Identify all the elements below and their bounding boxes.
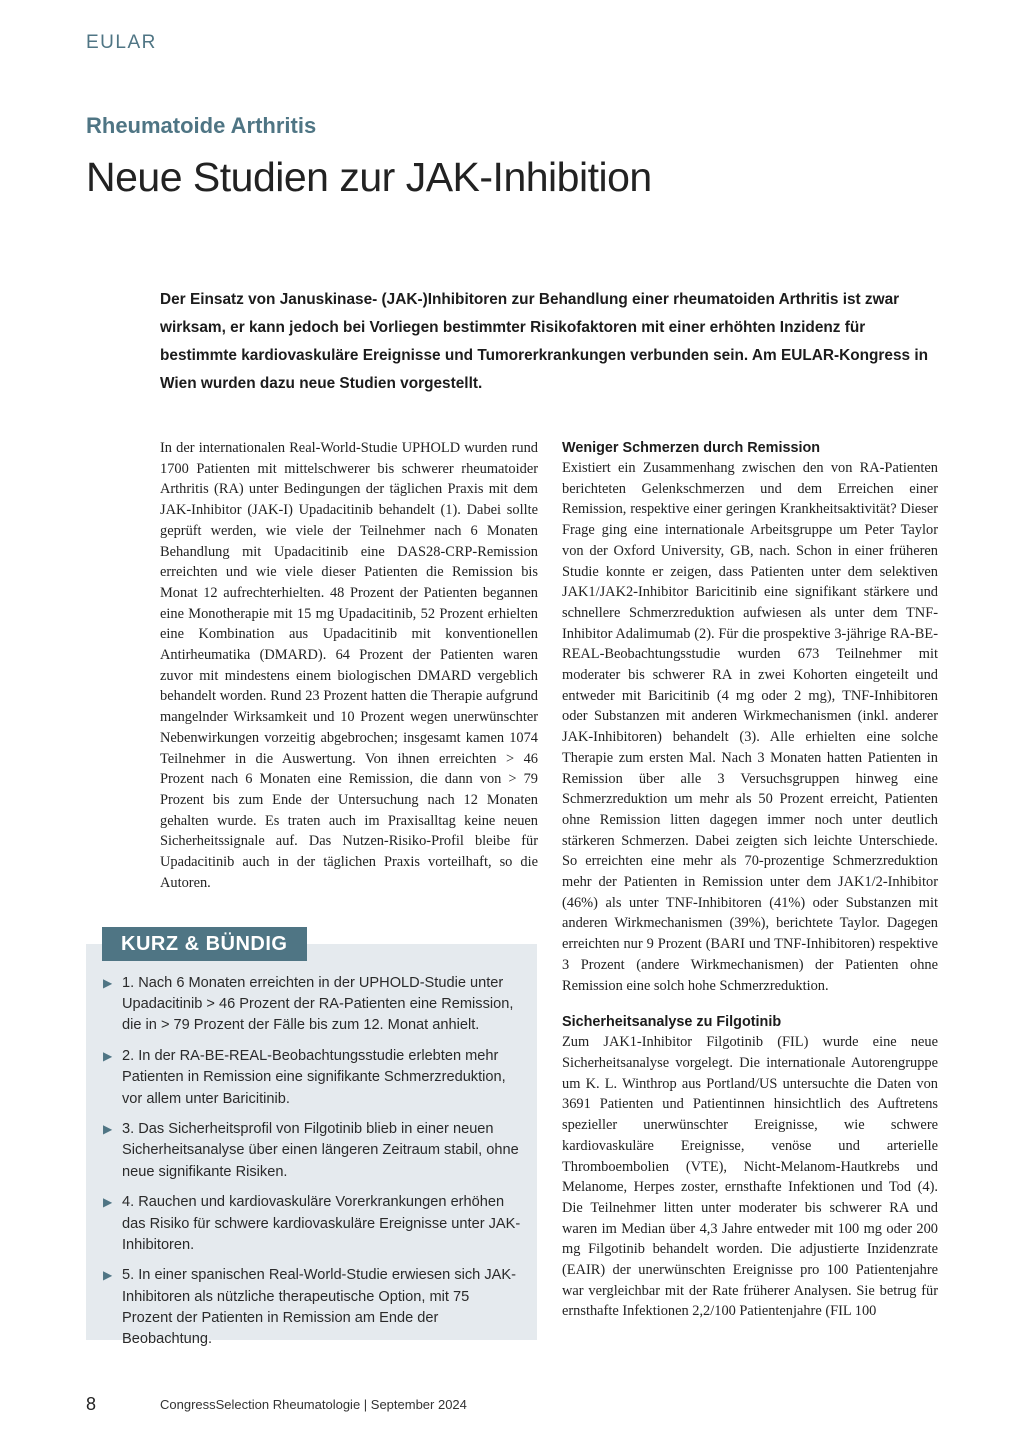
summary-box-title: KURZ & BÜNDIG [102,927,307,961]
body-paragraph: Existiert ein Zusammenhang zwischen den von RA-Patienten berichteten Gelenkschmerzen und dem Erreichen einer Remission, respektive einer geringen Krankheitsaktivität? Dieser Frage ging eine internationale Arbeitsgruppe um Peter Taylor von der Oxford University, GB, nach. Schon in einer früheren Studie konnte er zeigen, dass Patienten unter dem selektiven JAK1/JAK2-Inhibitor Baricitinib eine signifikant stärkere und schnellere Schmerzreduktion aufwiesen als unter dem TNF-Inhibitor Adalimumab (2). Für die prospektive 3-jährige RA-BE-REAL-Beobachtungsstudie wurden 673 Teilnehmer mit moderater bis schwerer RA in zwei Kohorten eingeteilt und entweder mit Baricitinib (4 mg oder 2 mg), TNF-Inhibitoren oder Substanzen mit anderen Wirkmechanismen (inkl. anderer JAK-Inhibitoren) behandelt (3). Alle erhielten eine solche Therapie zum ersten Mal. Nach 3 Monaten hatten Patienten in Remission über alle 3 Versuchsgruppen hinweg eine Schmerzreduktion um mehr als 50 Prozent erreicht, Patienten ohne Remission litten dagegen immer noch unter deutlich stärkeren Schmerzen. Dabei zeigten sich leichte Unterschiede. So erreichten eine mehr als 70-prozentige Schmerzreduktion mehr der Patienten in Remission unter dem JAK1/2-Inhibitor (46%) als unter TNF-Inhibitoren (41%) oder Substanzen mit anderen Wirkmechanismen (39%), berichtete Taylor. Dagegen erreichten nur 9 Prozent (BARI und TNF-Inhibitoren) respektive 3 Prozent (andere Wirkmechanismen) der Patienten ohne Remission eine solch hohe Schmerzreduktion. [562,460,938,994]
lead-paragraph: Der Einsatz von Januskinase- (JAK-)Inhibitoren zur Behandlung einer rheumatoiden Arthritis ist zwar wirksam, er kann jedoch bei Vorliegen bestimmter Risikofaktoren mit einer erhöhten Inzidenz für bestimmte kardiovaskuläre Ereignisse und Tumorerkrankungen verbunden sein. Am EULAR-Kongress in Wien wurden dazu neue Studien vorgestellt. [160,291,929,392]
summary-item-text: 5. In einer spanischen Real-World-Studie erwiesen sich JAK-Inhibitoren als nützliche therapeutische Option, mit 75 Prozent der Patienten in Remission am Ende der Beobachtung. [122,1267,516,1348]
body-paragraph: Zum JAK1-Inhibitor Filgotinib (FIL) wurde eine neue Sicherheitsanalyse vorgelegt. Die internationale Autorengruppe um K. L. Winthrop aus Portland/US untersuchte die Daten von 3691 Patienten und Patientinnen hinsichtlich des Auftretens spezieller unerwünschter Ereignisse, wie schwere kardiovaskuläre Ereignisse, venöse und arterielle Thromboembolien (VTE), Nicht-Melanom-Hautkrebs und Melanome, Herpes zoster, ernsthafte Infektionen und Tod (4). Die Teilnehmer litten unter moderater bis schwerer RA und waren im Median über 4,3 Jahre entweder mit 100 mg oder 200 mg Filgotinib behandelt worden. Die adjustierte Inzidenzrate (EAIR) der unerwünschten Ereignisse pro 100 Patientenjahre war vergleichbar mit der Rate früherer Analysen. Sie betrug für ernsthafte Infektionen 2,2/100 Patientenjahre (FIL 100 [562,1034,938,1320]
triangle-bullet-icon: ▶ [103,976,113,990]
section-heading-filgotinib: Sicherheitsanalyse zu Filgotinib [562,1014,782,1031]
left-column [160,438,538,893]
publication-info: CongressSelection Rheumatologie | September 2024 [160,1397,467,1412]
summary-item [103,1265,523,1350]
summary-item-text: 2. In der RA-BE-REAL-Beobachtungsstudie erlebten mehr Patienten in Remission eine signifikante Schmerzreduktion, vor allem unter Baricitinib. [122,1048,506,1107]
triangle-bullet-icon: ▶ [103,1195,113,1210]
summary-list [103,973,523,1360]
summary-item-text: 1. Nach 6 Monaten erreichten in der UPHOLD-Studie unter Upadacitinib > 46 Prozent der RA-Patienten eine Remission, die in > 79 Prozent der Fälle bis zum 12. Monat anhielt. [122,975,514,1034]
summary-item-text: 3. Das Sicherheitsprofil von Filgotinib blieb in einer neuen Sicherheitsanalyse über einen längeren Zeitraum stabil, ohne neue signifikante Risiken. [122,1121,519,1180]
summary-item [103,1046,523,1110]
triangle-bullet-icon: ▶ [103,1268,113,1283]
triangle-bullet-icon: ▶ [103,1122,113,1137]
article-kicker: Rheumatoide Arthritis [86,113,317,138]
summary-item [103,1119,523,1183]
summary-item-text: 4. Rauchen und kardiovaskuläre Vorerkrankungen erhöhen das Risiko für schwere kardiovaskuläre Ereignisse unter JAK-Inhibitoren. [122,1194,521,1253]
right-column [562,438,938,1322]
section-heading-remission: Weniger Schmerzen durch Remission [562,440,821,456]
page-number: 8 [86,1394,97,1414]
summary-item [103,1192,523,1256]
body-paragraph: In der internationalen Real-World-Studie UPHOLD wurden rund 1700 Patienten mit mittelschwerer bis schwerer rheumatoider Arthritis (RA) unter Bedingungen der täglichen Praxis mit dem JAK-Inhibitor (JAK-I) Upadacitinib behandelt (1). Dabei sollte geprüft werden, wie viele der Teilnehmer nach 6 Monaten Behandlung mit Upadacitinib eine DAS28-CRP-Remission erreichten und wie viele dieser Patienten die Remission bis Monat 12 aufrechterhielten. 48 Prozent der Patienten begannen eine Monotherapie mit 15 mg Upadacitinib, 52 Prozent erhielten eine Kombination aus Upadacitinib mit konventionellen Antirheumatika (DMARD). 64 Prozent der Patienten waren zuvor mit mindestens einem biologischen DMARD vergeblich behandelt worden. Rund 23 Prozent hatten die Therapie aufgrund mangelnder Wirksamkeit und 10 Prozent wegen unerwünschter Nebenwirkungen vorzeitig abgebrochen; insgesamt kamen 1074 Teilnehmer in die Auswertung. Von ihnen erreichten > 46 Prozent nach 6 Monaten eine Remission, die dann von > 79 Prozent bis zum Ende der Untersuchung nach 12 Monaten gehalten wurde. Es traten auch im Praxisalltag keine neuen Sicherheitssignale auf. Das Nutzen-Risiko-Profil bleibe für Upadacitinib auch in der täglichen Praxis vorteilhaft, so die Autoren. [160,440,538,891]
article-title: Neue Studien zur JAK-Inhibition [86,154,652,200]
triangle-bullet-icon: ▶ [103,1049,113,1064]
summary-item [103,973,523,1037]
section-label: EULAR [86,32,157,53]
